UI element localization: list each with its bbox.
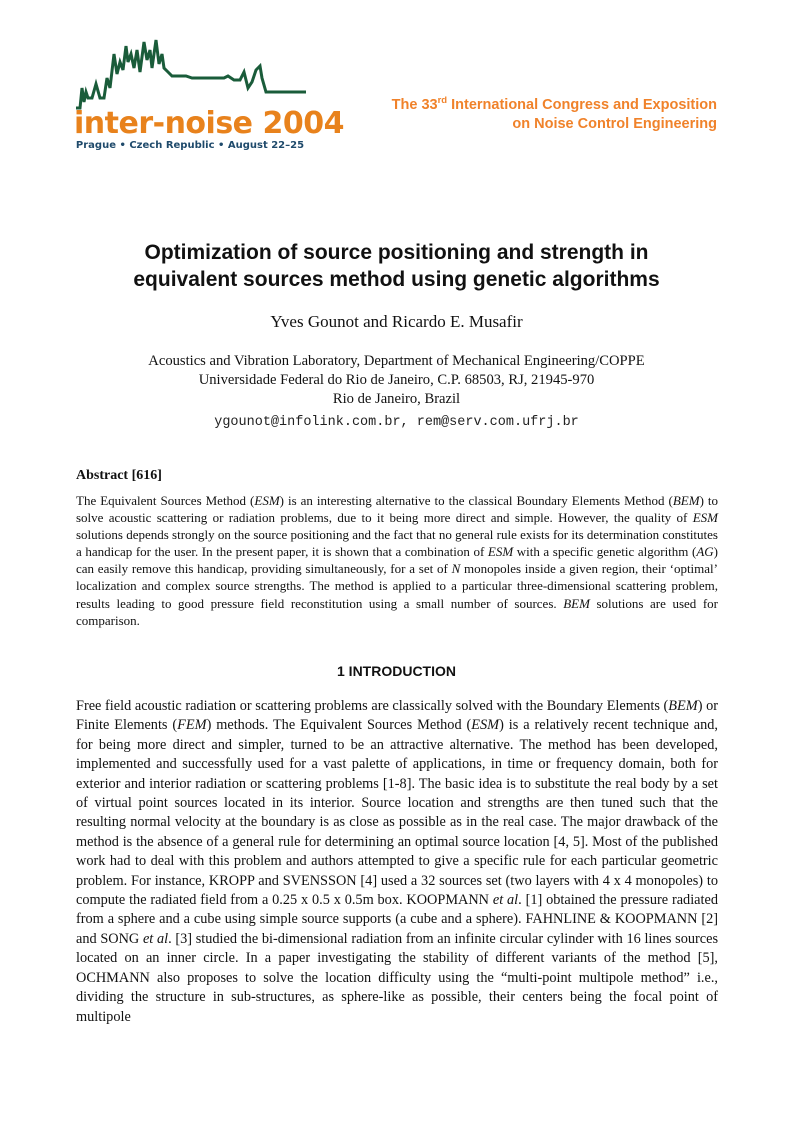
- conference-line-2: on Noise Control Engineering: [512, 115, 717, 132]
- logo-skyline-graphic: [74, 32, 306, 112]
- abstract-heading: Abstract [616]: [76, 468, 162, 483]
- abstract-text: The Equivalent Sources Method (ESM) is an interesting alternative to the classical Boundary Elements Method (BEM) to solve acoustic scattering or radiation problems, due to it being more direct and simple. However, the quality of ESM solutions depends strongly on the source positioning and the fact that no general rule exists for its determination constitutes a handicap for the user. In the present paper, it is shown that a combination of ESM with a specific genetic algorithm (AG) can easily remove this handicap, providing simultaneously, for a set of N monopoles inside a given region, their ‘optimal’ localization and complex source strengths. The method is applied to a particular three-dimensional scattering problem, results leading to good pressure field reconstitution using a small number of sources. BEM solutions are used for comparison.: [76, 493, 719, 628]
- logo-wordmark: inter-noise 2004: [74, 106, 344, 141]
- conference-line-1: The 33rd International Congress and Exposition: [391, 95, 717, 113]
- authors: Yves Gounot and Ricardo E. Musafir: [270, 312, 523, 331]
- affiliation: Acoustics and Vibration Laboratory, Department of Mechanical Engineering/COPPE Universidade Federal do Rio de Janeiro, C.P. 68503, RJ, 21945-970 Rio de Janeiro, Brazil: [148, 353, 645, 407]
- section-heading-introduction: 1 INTRODUCTION: [337, 663, 456, 679]
- introduction-paragraph: Free field acoustic radiation or scattering problems are classically solved with the Boundary Elements (BEM) or Finite Elements (FEM) methods. The Equivalent Sources Method (ESM) is a relatively recent technique and, for being more direct and simpler, turned to be an attractive alternative. The method has been developed, implemented and successfully used for a vast palette of applications, in time or frequency domain, both for exterior and interior radiation or scattering problems [1-8]. The basic idea is to substitute the real body by a set of virtual point sources located in its interior. Source location and strengths are then tuned such that the resulting normal velocity at the boundary is as close as possible as in the real case. The major drawback of the method is the absence of a general rule for determining an optimal source location [4, 5]. Most of the published work had to deal with this problem and authors attempted to give a specific rule for each particular geometric problem. For instance, KROPP and SVENSSON [4] used a 32 sources set (two layers with 4 x 4 monopoles) to compute the radiated field from a 0.25 x 0.5 x 0.5m box. KOOPMANN et al. [1] obtained the pressure radiated from a sphere and a cube using simple source supports (a cube and a sphere). FAHNLINE & KOOPMANN [2] and SONG et al. [3] studied the bi-dimensional radiation from an infinite circular cylinder with 16 lines sources located on an inner circle. In a paper investigating the stability of different variants of the method [5], OCHMANN also proposes to solve the location difficulty using the “multi-point multipole method” i.e., dividing the structure in sub-structures, as sphere-like as possible, their centers being the focal point of multipole: [76, 698, 719, 1025]
- conference-name: [392, 91, 717, 134]
- author-emails: ygounot@infolink.com.br, rem@serv.com.ufrj.br: [214, 415, 579, 430]
- logo-subtitle: Prague • Czech Republic • August 22–25: [75, 140, 305, 151]
- paper-title: Optimization of source positioning and strength in equivalent sources method using genetic algorithms: [133, 241, 660, 291]
- internoise-logo: [74, 32, 344, 154]
